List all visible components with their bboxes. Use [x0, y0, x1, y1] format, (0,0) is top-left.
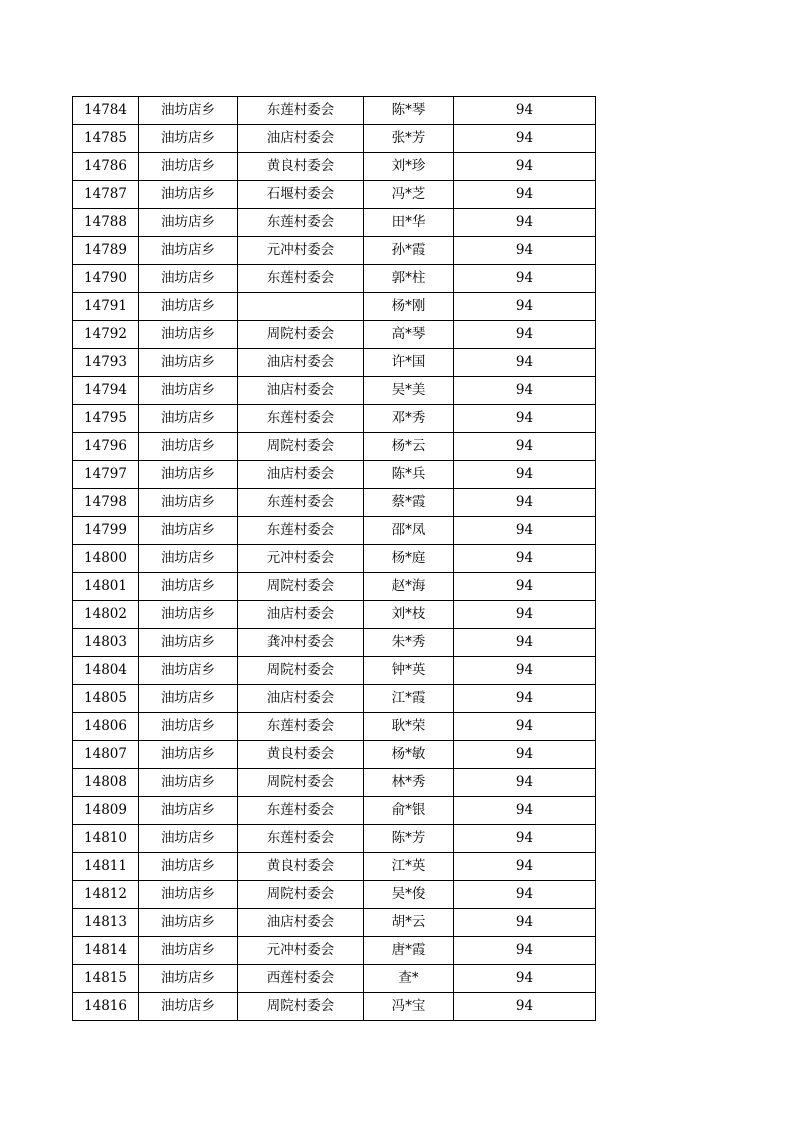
- cell-township: 油坊店乡: [139, 937, 238, 965]
- cell-id: 14807: [73, 741, 139, 769]
- cell-id: 14790: [73, 265, 139, 293]
- table-row: [73, 657, 596, 685]
- cell-name: 高*琴: [364, 321, 454, 349]
- table-row: [73, 881, 596, 909]
- cell-id: 14792: [73, 321, 139, 349]
- cell-score: 94: [454, 965, 596, 993]
- cell-name: 许*国: [364, 349, 454, 377]
- cell-score: 94: [454, 881, 596, 909]
- table-row: [73, 797, 596, 825]
- table-row: [73, 265, 596, 293]
- cell-id: 14815: [73, 965, 139, 993]
- cell-name: 朱*秀: [364, 629, 454, 657]
- cell-id: 14796: [73, 433, 139, 461]
- cell-score: 94: [454, 321, 596, 349]
- cell-score: 94: [454, 405, 596, 433]
- data-table: [72, 96, 596, 1021]
- cell-score: 94: [454, 993, 596, 1021]
- cell-township: 油坊店乡: [139, 433, 238, 461]
- cell-name: 俞*银: [364, 797, 454, 825]
- cell-id: 14810: [73, 825, 139, 853]
- cell-id: 14795: [73, 405, 139, 433]
- cell-township: 油坊店乡: [139, 405, 238, 433]
- cell-village: 周院村委会: [238, 993, 364, 1021]
- cell-township: 油坊店乡: [139, 685, 238, 713]
- cell-id: 14806: [73, 713, 139, 741]
- cell-score: 94: [454, 209, 596, 237]
- cell-name: 杨*庭: [364, 545, 454, 573]
- table-row: [73, 489, 596, 517]
- cell-township: 油坊店乡: [139, 573, 238, 601]
- cell-score: 94: [454, 461, 596, 489]
- cell-score: 94: [454, 181, 596, 209]
- cell-township: 油坊店乡: [139, 797, 238, 825]
- cell-id: 14804: [73, 657, 139, 685]
- table-row: [73, 545, 596, 573]
- cell-name: 钟*英: [364, 657, 454, 685]
- cell-name: 孙*霞: [364, 237, 454, 265]
- cell-township: 油坊店乡: [139, 125, 238, 153]
- cell-score: 94: [454, 657, 596, 685]
- cell-id: 14789: [73, 237, 139, 265]
- cell-village: 黄良村委会: [238, 153, 364, 181]
- table-row: [73, 293, 596, 321]
- cell-township: 油坊店乡: [139, 237, 238, 265]
- cell-name: 蔡*霞: [364, 489, 454, 517]
- cell-township: 油坊店乡: [139, 349, 238, 377]
- cell-township: 油坊店乡: [139, 657, 238, 685]
- cell-name: 吴*俊: [364, 881, 454, 909]
- cell-id: 14809: [73, 797, 139, 825]
- cell-village: [238, 293, 364, 321]
- cell-village: 西莲村委会: [238, 965, 364, 993]
- table-row: [73, 685, 596, 713]
- cell-id: 14793: [73, 349, 139, 377]
- table-row: [73, 181, 596, 209]
- table-row: [73, 573, 596, 601]
- cell-score: 94: [454, 797, 596, 825]
- cell-township: 油坊店乡: [139, 909, 238, 937]
- cell-score: 94: [454, 601, 596, 629]
- cell-score: 94: [454, 237, 596, 265]
- cell-township: 油坊店乡: [139, 881, 238, 909]
- cell-village: 龚冲村委会: [238, 629, 364, 657]
- cell-village: 周院村委会: [238, 881, 364, 909]
- cell-township: 油坊店乡: [139, 97, 238, 125]
- cell-id: 14794: [73, 377, 139, 405]
- cell-village: 周院村委会: [238, 573, 364, 601]
- cell-village: 油店村委会: [238, 685, 364, 713]
- cell-id: 14813: [73, 909, 139, 937]
- cell-score: 94: [454, 545, 596, 573]
- cell-village: 元冲村委会: [238, 545, 364, 573]
- cell-id: 14812: [73, 881, 139, 909]
- table-row: [73, 517, 596, 545]
- cell-id: 14785: [73, 125, 139, 153]
- cell-township: 油坊店乡: [139, 293, 238, 321]
- cell-id: 14805: [73, 685, 139, 713]
- cell-village: 油店村委会: [238, 601, 364, 629]
- table-row: [73, 937, 596, 965]
- cell-score: 94: [454, 433, 596, 461]
- cell-township: 油坊店乡: [139, 377, 238, 405]
- cell-township: 油坊店乡: [139, 517, 238, 545]
- table-row: [73, 909, 596, 937]
- cell-name: 杨*云: [364, 433, 454, 461]
- cell-village: 东莲村委会: [238, 489, 364, 517]
- cell-township: 油坊店乡: [139, 181, 238, 209]
- cell-id: 14786: [73, 153, 139, 181]
- cell-township: 油坊店乡: [139, 461, 238, 489]
- cell-name: 林*秀: [364, 769, 454, 797]
- cell-id: 14800: [73, 545, 139, 573]
- cell-village: 周院村委会: [238, 433, 364, 461]
- table-row: [73, 993, 596, 1021]
- cell-id: 14788: [73, 209, 139, 237]
- cell-score: 94: [454, 713, 596, 741]
- cell-score: 94: [454, 489, 596, 517]
- cell-township: 油坊店乡: [139, 853, 238, 881]
- cell-name: 张*芳: [364, 125, 454, 153]
- table-row: [73, 321, 596, 349]
- table-row: [73, 741, 596, 769]
- cell-township: 油坊店乡: [139, 741, 238, 769]
- cell-village: 东莲村委会: [238, 713, 364, 741]
- cell-village: 东莲村委会: [238, 825, 364, 853]
- table-row: [73, 461, 596, 489]
- cell-id: 14784: [73, 97, 139, 125]
- cell-score: 94: [454, 153, 596, 181]
- cell-name: 吴*美: [364, 377, 454, 405]
- cell-name: 陈*兵: [364, 461, 454, 489]
- cell-score: 94: [454, 349, 596, 377]
- cell-township: 油坊店乡: [139, 769, 238, 797]
- cell-township: 油坊店乡: [139, 265, 238, 293]
- cell-score: 94: [454, 293, 596, 321]
- cell-name: 江*霞: [364, 685, 454, 713]
- cell-score: 94: [454, 825, 596, 853]
- cell-id: 14811: [73, 853, 139, 881]
- cell-score: 94: [454, 853, 596, 881]
- table-row: [73, 237, 596, 265]
- cell-township: 油坊店乡: [139, 965, 238, 993]
- cell-name: 刘*枝: [364, 601, 454, 629]
- cell-score: 94: [454, 377, 596, 405]
- cell-score: 94: [454, 741, 596, 769]
- cell-name: 田*华: [364, 209, 454, 237]
- table-row: [73, 853, 596, 881]
- cell-village: 东莲村委会: [238, 797, 364, 825]
- cell-township: 油坊店乡: [139, 713, 238, 741]
- cell-name: 邓*秀: [364, 405, 454, 433]
- cell-village: 油店村委会: [238, 461, 364, 489]
- table-row: [73, 713, 596, 741]
- cell-id: 14808: [73, 769, 139, 797]
- cell-village: 周院村委会: [238, 657, 364, 685]
- cell-name: 查*: [364, 965, 454, 993]
- cell-id: 14791: [73, 293, 139, 321]
- cell-name: 邵*凤: [364, 517, 454, 545]
- cell-id: 14799: [73, 517, 139, 545]
- cell-id: 14802: [73, 601, 139, 629]
- cell-township: 油坊店乡: [139, 321, 238, 349]
- cell-township: 油坊店乡: [139, 825, 238, 853]
- table-row: [73, 153, 596, 181]
- cell-village: 东莲村委会: [238, 209, 364, 237]
- cell-village: 东莲村委会: [238, 405, 364, 433]
- cell-name: 唐*霞: [364, 937, 454, 965]
- cell-score: 94: [454, 685, 596, 713]
- cell-township: 油坊店乡: [139, 209, 238, 237]
- cell-name: 杨*刚: [364, 293, 454, 321]
- cell-village: 元冲村委会: [238, 937, 364, 965]
- table-row: [73, 377, 596, 405]
- cell-name: 刘*珍: [364, 153, 454, 181]
- cell-score: 94: [454, 769, 596, 797]
- cell-score: 94: [454, 573, 596, 601]
- cell-score: 94: [454, 125, 596, 153]
- cell-village: 油店村委会: [238, 909, 364, 937]
- cell-id: 14798: [73, 489, 139, 517]
- cell-score: 94: [454, 97, 596, 125]
- cell-name: 郭*柱: [364, 265, 454, 293]
- table-row: [73, 209, 596, 237]
- cell-village: 东莲村委会: [238, 97, 364, 125]
- cell-village: 周院村委会: [238, 321, 364, 349]
- cell-name: 耿*荣: [364, 713, 454, 741]
- cell-village: 东莲村委会: [238, 265, 364, 293]
- table-row: [73, 965, 596, 993]
- cell-name: 赵*海: [364, 573, 454, 601]
- cell-id: 14801: [73, 573, 139, 601]
- cell-score: 94: [454, 265, 596, 293]
- cell-name: 杨*敏: [364, 741, 454, 769]
- cell-score: 94: [454, 517, 596, 545]
- cell-village: 东莲村委会: [238, 517, 364, 545]
- cell-village: 油店村委会: [238, 125, 364, 153]
- cell-village: 元冲村委会: [238, 237, 364, 265]
- cell-score: 94: [454, 909, 596, 937]
- cell-id: 14797: [73, 461, 139, 489]
- cell-township: 油坊店乡: [139, 629, 238, 657]
- cell-village: 石堰村委会: [238, 181, 364, 209]
- cell-id: 14803: [73, 629, 139, 657]
- cell-village: 周院村委会: [238, 769, 364, 797]
- table-row: [73, 769, 596, 797]
- cell-village: 黄良村委会: [238, 741, 364, 769]
- table-row: [73, 97, 596, 125]
- cell-village: 黄良村委会: [238, 853, 364, 881]
- cell-id: 14814: [73, 937, 139, 965]
- table-row: [73, 125, 596, 153]
- cell-township: 油坊店乡: [139, 601, 238, 629]
- cell-name: 陈*琴: [364, 97, 454, 125]
- table-row: [73, 825, 596, 853]
- cell-name: 冯*宝: [364, 993, 454, 1021]
- table-row: [73, 405, 596, 433]
- cell-village: 油店村委会: [238, 377, 364, 405]
- cell-township: 油坊店乡: [139, 489, 238, 517]
- cell-name: 胡*云: [364, 909, 454, 937]
- cell-township: 油坊店乡: [139, 993, 238, 1021]
- cell-name: 陈*芳: [364, 825, 454, 853]
- cell-id: 14787: [73, 181, 139, 209]
- table-row: [73, 433, 596, 461]
- cell-score: 94: [454, 937, 596, 965]
- cell-score: 94: [454, 629, 596, 657]
- cell-township: 油坊店乡: [139, 545, 238, 573]
- table-row: [73, 349, 596, 377]
- cell-id: 14816: [73, 993, 139, 1021]
- cell-name: 江*英: [364, 853, 454, 881]
- cell-village: 油店村委会: [238, 349, 364, 377]
- cell-township: 油坊店乡: [139, 153, 238, 181]
- cell-name: 冯*芝: [364, 181, 454, 209]
- table-row: [73, 601, 596, 629]
- table-row: [73, 629, 596, 657]
- table-body: [73, 97, 596, 1021]
